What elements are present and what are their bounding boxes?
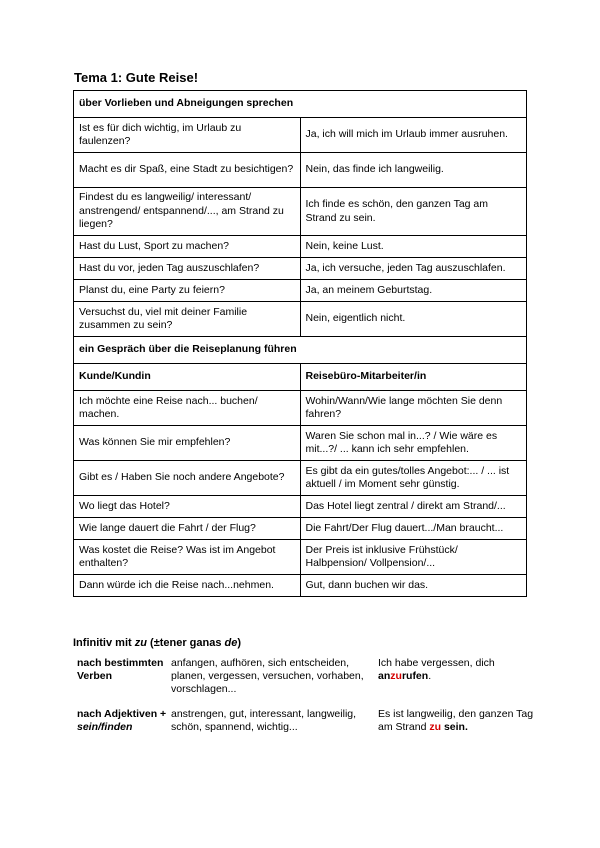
- table-row: [74, 258, 527, 280]
- answer-cell: Nein, keine Lust.: [300, 236, 527, 258]
- answer-cell: Nein, das finde ich langweilig.: [300, 153, 527, 188]
- question-cell: Ich möchte eine Reise nach... buchen/ machen.: [74, 391, 301, 426]
- table-row: [74, 280, 527, 302]
- table-row: [74, 518, 527, 540]
- question-cell: Hast du Lust, Sport zu machen?: [74, 236, 301, 258]
- grammar-verbs: anfangen, aufhören, sich entscheiden, planen, vergessen, versuchen, vorhaben, vorschlagen...: [171, 657, 364, 695]
- question-cell: Macht es dir Spaß, eine Stadt zu besichtigen?: [74, 153, 301, 188]
- question-cell: Wo liegt das Hotel?: [74, 496, 301, 518]
- table-row: [74, 391, 527, 426]
- table-row: [74, 302, 527, 337]
- answer-cell: Ja, ich versuche, jeden Tag auszuschlafen.: [300, 258, 527, 280]
- answer-cell: Der Preis ist inklusive Frühstück/ Halbpension/ Vollpension/...: [300, 540, 527, 575]
- answer-cell: Ja, ich will mich im Urlaub immer ausruhen.: [300, 118, 527, 153]
- table-row: [74, 188, 527, 236]
- question-cell: Dann würde ich die Reise nach...nehmen.: [74, 575, 301, 597]
- answer-cell: Ich finde es schön, den ganzen Tag am Strand zu sein.: [300, 188, 527, 236]
- column-header: Reisebüro-Mitarbeiter/in: [300, 364, 527, 391]
- page-title: Tema 1: Gute Reise!: [74, 70, 199, 85]
- table-row: [74, 426, 527, 461]
- answer-cell: Waren Sie schon mal in...? / Wie wäre es mit...?/ ... kann ich sehr empfehlen.: [300, 426, 527, 461]
- section-header-row: [74, 91, 527, 118]
- answer-cell: Wohin/Wann/Wie lange möchten Sie denn fahren?: [300, 391, 527, 426]
- question-cell: Versuchst du, viel mit deiner Familie zusammen zu sein?: [74, 302, 301, 337]
- section-header-row: [74, 337, 527, 364]
- answer-cell: Nein, eigentlich nicht.: [300, 302, 527, 337]
- column-header-row: [74, 364, 527, 391]
- table-row: [74, 461, 527, 496]
- question-cell: Was können Sie mir empfehlen?: [74, 426, 301, 461]
- phrase-table: [73, 90, 527, 597]
- table-row: [74, 118, 527, 153]
- table-row: [74, 575, 527, 597]
- table-row: [74, 236, 527, 258]
- table-row: [74, 153, 527, 188]
- section-header: über Vorlieben und Abneigungen sprechen: [74, 91, 527, 118]
- question-cell: Was kostet die Reise? Was ist im Angebot enthalten?: [74, 540, 301, 575]
- table-row: [74, 540, 527, 575]
- grammar-example: Ich habe vergessen, dich anzurufen.: [378, 657, 495, 682]
- grammar-label: nach bestimmten Verben: [77, 657, 164, 682]
- question-cell: Planst du, eine Party zu feiern?: [74, 280, 301, 302]
- question-cell: Gibt es / Haben Sie noch andere Angebote?: [74, 461, 301, 496]
- table-row: [74, 496, 527, 518]
- section-header: ein Gespräch über die Reiseplanung führen: [74, 337, 527, 364]
- grammar-example: Es ist langweilig, den ganzen Tag am Strand zu sein.: [378, 708, 534, 733]
- question-cell: Ist es für dich wichtig, im Urlaub zu faulenzen?: [74, 118, 301, 153]
- grammar-label: nach Adjektiven + sein/finden: [77, 708, 167, 733]
- column-header: Kunde/Kundin: [74, 364, 301, 391]
- question-cell: Wie lange dauert die Fahrt / der Flug?: [74, 518, 301, 540]
- answer-cell: Gut, dann buchen wir das.: [300, 575, 527, 597]
- answer-cell: Das Hotel liegt zentral / direkt am Strand/...: [300, 496, 527, 518]
- grammar-adjectives: anstrengen, gut, interessant, langweilig, schön, spannend, wichtig...: [171, 708, 357, 733]
- question-cell: Hast du vor, jeden Tag auszuschlafen?: [74, 258, 301, 280]
- grammar-title: Infinitiv mit zu (±tener ganas de): [73, 637, 242, 649]
- answer-cell: Die Fahrt/Der Flug dauert.../Man braucht...: [300, 518, 527, 540]
- question-cell: Findest du es langweilig/ interessant/ anstrengend/ entspannend/..., am Strand zu liegen?: [74, 188, 301, 236]
- answer-cell: Es gibt da ein gutes/tolles Angebot:... / ... ist aktuell / im Moment sehr günstig.: [300, 461, 527, 496]
- answer-cell: Ja, an meinem Geburtstag.: [300, 280, 527, 302]
